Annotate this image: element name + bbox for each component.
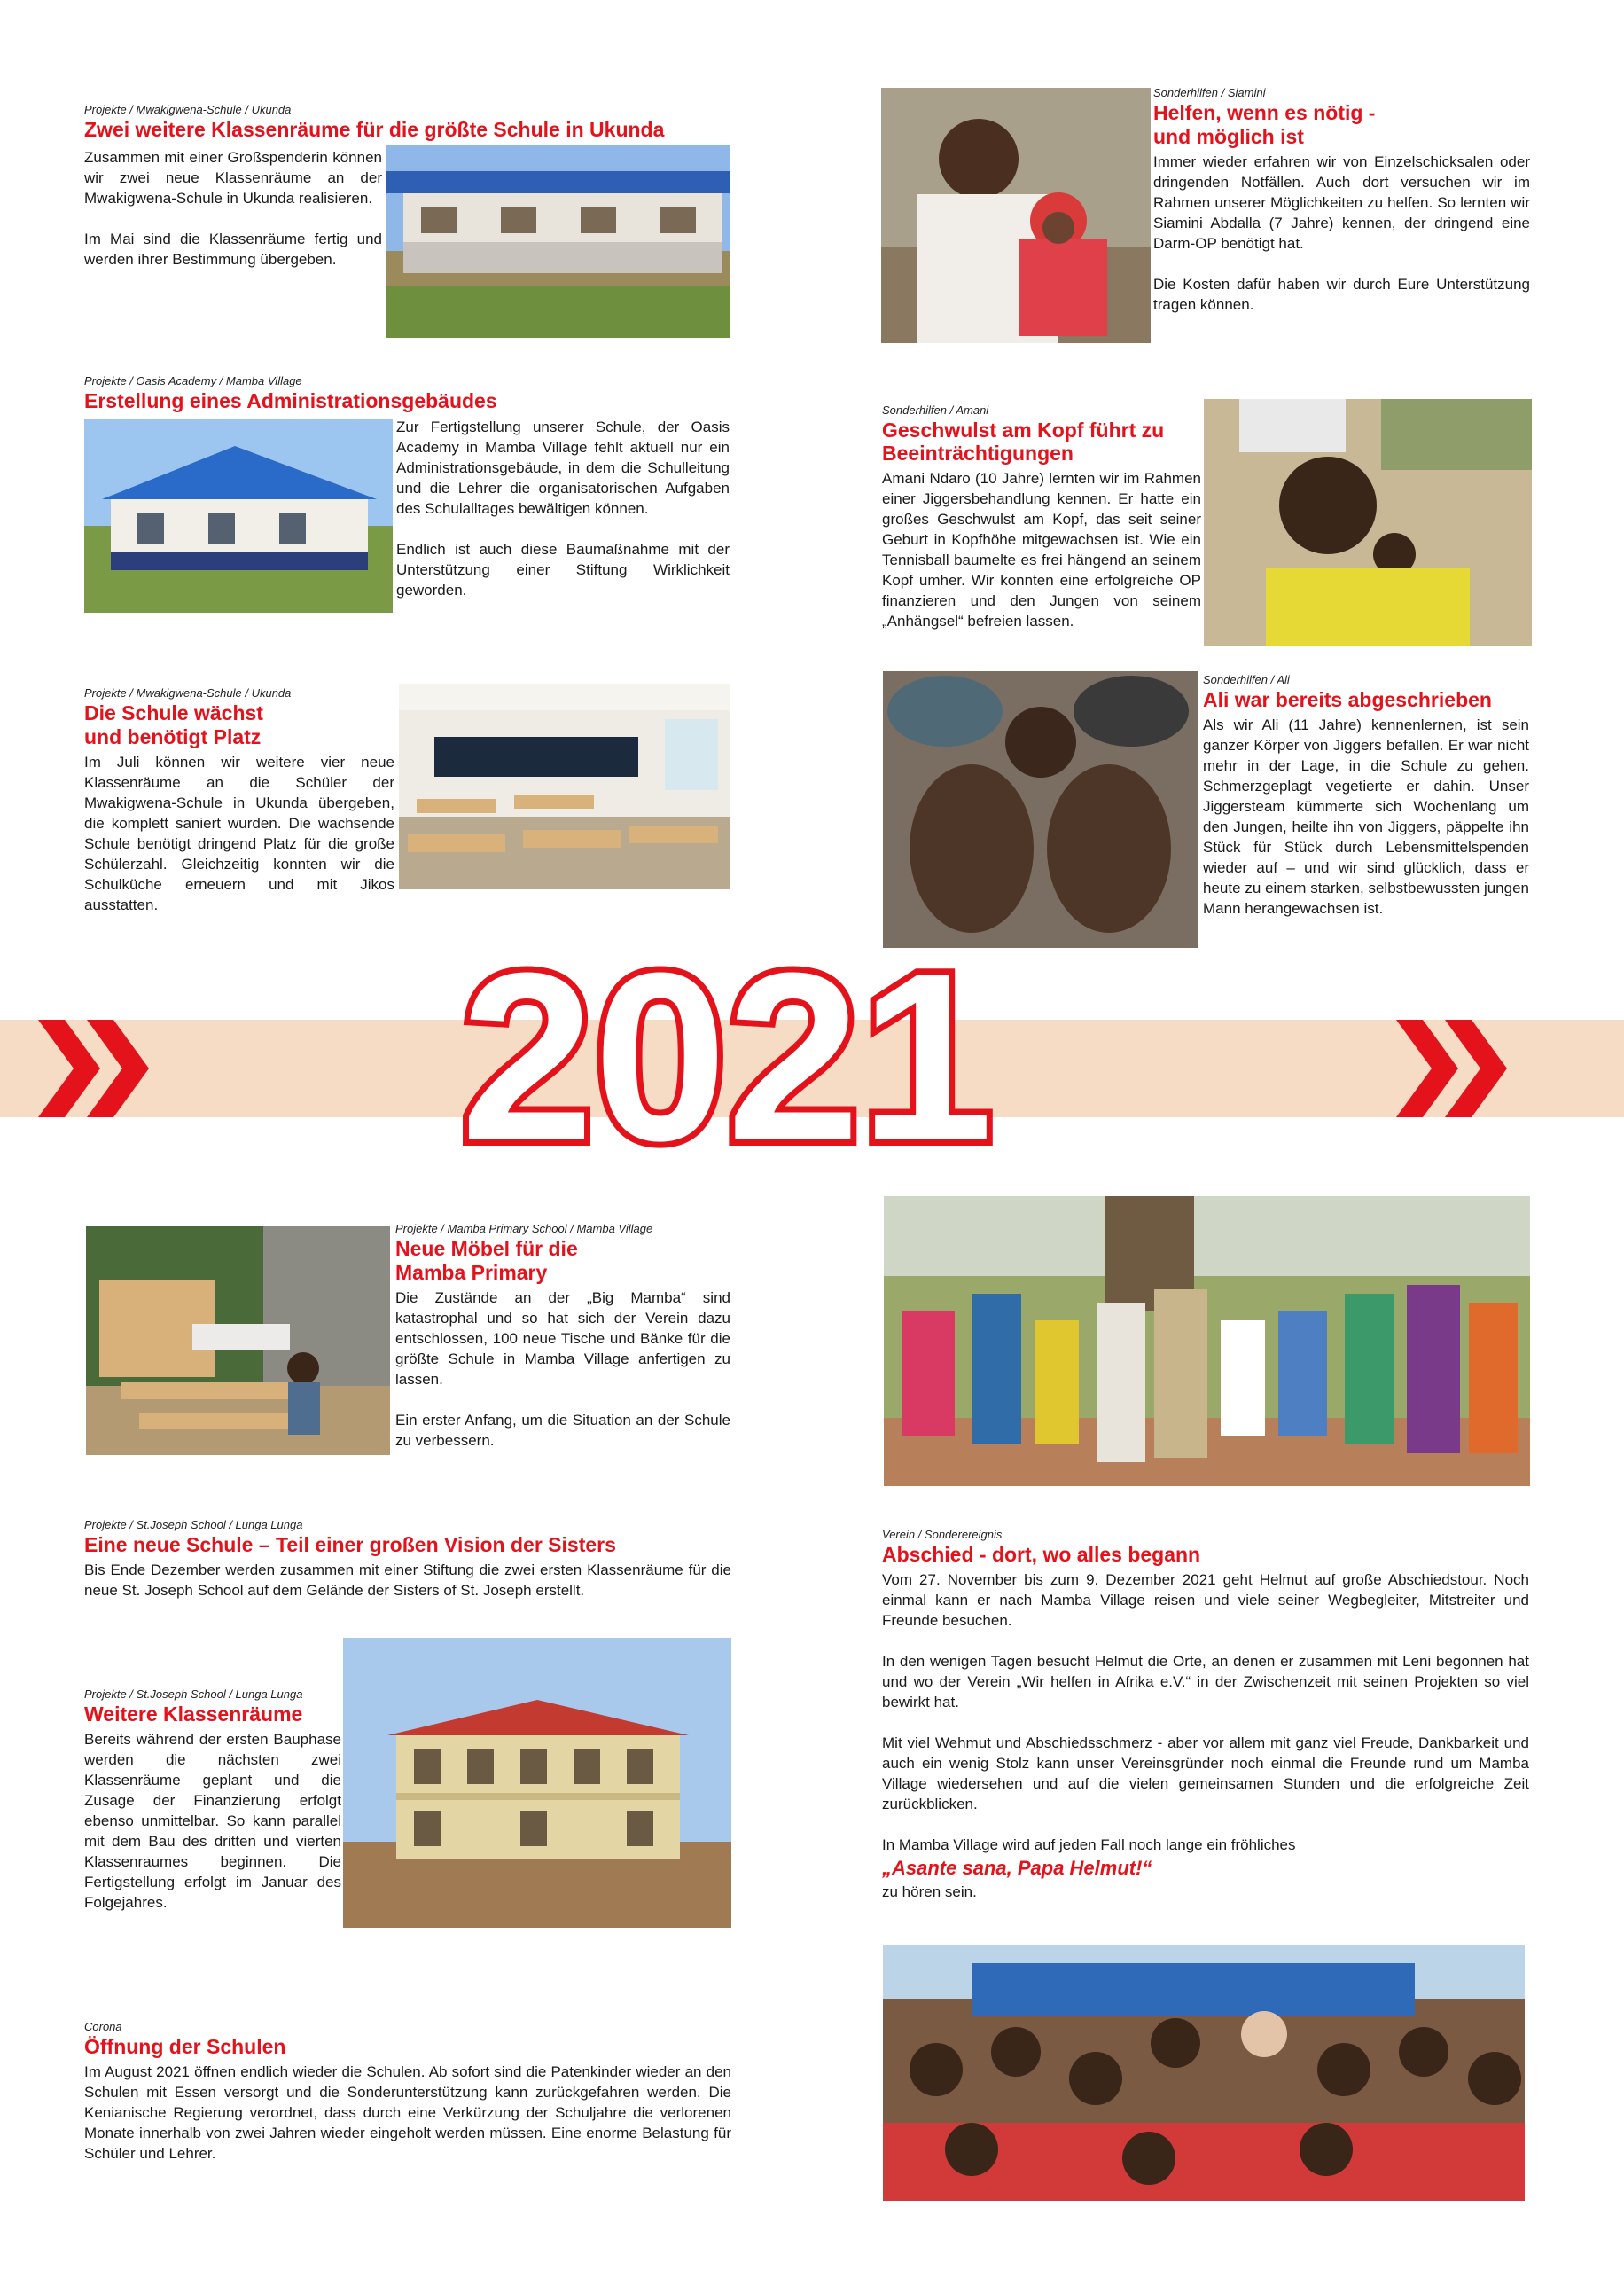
photo-group-mamba-village <box>884 1196 1530 1486</box>
article-amani <box>882 403 1201 631</box>
article-title: Ali war bereits abgeschrieben <box>1203 688 1492 711</box>
paragraph: Vom 27. November bis zum 9. Dezember 2021 geht Helmut auf große Abschiedstour. Noch einmal kann er nach Mamba Village reisen und viele seiner Wegbegleiter, Mitstreiter und Freunde besuchen. <box>882 1571 1529 1629</box>
photo-furniture-workshop <box>86 1226 390 1455</box>
article-title-line2: Mamba Primary <box>395 1261 548 1284</box>
article-kicker: Sonderhilfen / Siamini <box>1153 86 1266 99</box>
year-text: 2021 <box>460 927 994 1175</box>
article-title-line1: Die Schule wächst <box>84 701 263 724</box>
article-kicker: Sonderhilfen / Amani <box>882 403 989 417</box>
paragraph: In Mamba Village wird auf jeden Fall noch lange ein fröhliches <box>882 1836 1296 1853</box>
article-kicker: Projekte / Mwakigwena-Schule / Ukunda <box>84 103 292 116</box>
article-school-grows <box>84 686 394 915</box>
article-title: Abschied - dort, wo alles begann <box>882 1543 1201 1566</box>
article-body: Im Juli können wir weitere vier neue Klassenräume an die Schüler der Mwakigwena-Schule in Ukunda übergeben, die komplett saniert wurden. Die wachsende Schule benötigt dringend Platz für die große Schülerzahl. Gleichzeitig konnten wir die Schulküche erneuern und mit Jikos ausstatten. <box>84 754 394 913</box>
article-kicker: Projekte / St.Joseph School / Lunga Lunga <box>84 1518 303 1531</box>
paragraph: zu hören sein. <box>882 1883 977 1900</box>
paragraph: Ein erster Anfang, um die Situation an der Schule zu verbessern. <box>395 1412 730 1449</box>
article-kicker: Projekte / Oasis Academy / Mamba Village <box>84 374 302 387</box>
article-title: Zwei weitere Klassenräume für die größte Schule in Ukunda <box>84 118 665 141</box>
article-help-siamini <box>1153 86 1530 315</box>
article-body: Amani Ndaro (10 Jahre) lernten wir im Rahmen einer Jiggersbehandlung kennen. Er hatte ein großes Geschwulst am Kopf, das seit seiner Geburt in Kopfhöhe mitgewachsen ist. Wie ein Tennisball baumelte es frei hängend an seinem Kopf umher. Wir konnten eine erfolgreiche OP finanzieren und den Jungen von seinem „Anhängsel“ befreien lassen. <box>882 470 1201 630</box>
photo-children-crowd <box>883 1945 1525 2201</box>
article-title-line1: Geschwulst am Kopf führt zu <box>882 419 1165 442</box>
photo-classroom-building-ukunda <box>386 145 730 338</box>
article-title-line1: Helfen, wenn es nötig - <box>1153 101 1376 124</box>
article-farewell <box>882 1528 1529 1902</box>
double-chevron-right-icon <box>34 1011 153 1126</box>
article-kicker: Projekte / Mamba Primary School / Mamba Village <box>395 1222 653 1235</box>
photo-man-with-child-siamini <box>881 88 1151 343</box>
double-chevron-right-icon <box>1392 1011 1511 1126</box>
article-admin-building <box>84 374 731 416</box>
article-kicker: Sonderhilfen / Ali <box>1203 673 1290 686</box>
article-body: Bereits während der ersten Bauphase werden die nächsten zwei Klassenräume geplant und die Zusage der Finanzierung erfolgt ebenso unmittelbar. So kann parallel mit dem Bau des dritten und vierten Klassenraumes beginnen. Die Fertigstellung erfolgt im Januar des Folgejahres. <box>84 1731 341 1911</box>
article-title-line2: und benötigt Platz <box>84 725 262 748</box>
article-body <box>1153 152 1530 315</box>
article-title-line2: und möglich ist <box>1153 125 1304 148</box>
article-body: Im August 2021 öffnen endlich wieder die Schulen. Ab sofort sind die Patenkinder wieder an den Schulen mit Essen versorgt und die Sonderunterstützung kann zurückgefahren werden. Die Kenianische Regierung verordnet, dass durch eine Verkürzung der Schuljahre die verlorenen Monate innerhalb von zwei Jahren wieder eingeholt werden müssen. Eine enorme Belastung für Schüler und Lehrer. <box>84 2063 731 2162</box>
article-title: Eine neue Schule – Teil einer großen Vision der Sisters <box>84 1533 616 1556</box>
paragraph: In den wenigen Tagen besucht Helmut die Orte, an denen er zusammen mit Leni begonnen hat und wo der Verein „Wir helfen in Afrika e.V.“ in der Zwischenzeit mit seinen Projekten so viel bewirkt hat. <box>882 1653 1529 1710</box>
paragraph: Zur Fertigstellung unserer Schule, der Oasis Academy in Mamba Village fehlt aktuell nur ein Administrationsgebäude, in dem die Schulleitung und die Lehrer die organisatorischen Aufgaben des Schulalltages bewältigen können. <box>396 419 730 517</box>
article-schools-reopen <box>84 2020 731 2164</box>
article-title: Erstellung eines Administrationsgebäudes <box>84 389 497 412</box>
article-kicker: Verein / Sonderereignis <box>882 1528 1003 1541</box>
article-ali <box>1203 673 1529 919</box>
article-body <box>882 1569 1529 1855</box>
paragraph: Immer wieder erfahren wir von Einzelschicksalen oder dringenden Notfällen. Auch dort versuchen wir im Rahmen unserer Möglichkeiten zu helfen. So lernten wir Siamini Abdalla (7 Jahre) kennen, der dringend eine Darm-OP benötigt hat. <box>1153 153 1530 252</box>
article-body <box>84 147 382 270</box>
article-title-line2: Beeinträchtigungen <box>882 442 1074 465</box>
article-body: Bis Ende Dezember werden zusammen mit einer Stiftung die zwei ersten Klassenräume für die neue St. Joseph School auf dem Gelände der Sisters of St. Joseph erstellt. <box>84 1562 731 1599</box>
year-heading <box>408 927 1046 1175</box>
article-title-line1: Neue Möbel für die <box>395 1237 578 1260</box>
photo-st-joseph-building <box>343 1638 731 1928</box>
article-body <box>395 1288 730 1451</box>
article-new-school-sisters <box>84 1518 731 1601</box>
article-body: Als wir Ali (11 Jahre) kennenlernen, ist sein ganzer Körper von Jiggers befallen. Er war nicht mehr in der Lage, in die Schule zu gehen. Schmerzgeplagt vegetierte er dahin. Unser Jiggersteam kümmerte sich Wochenlang um den Jungen, heilte ihn von Jiggers, päppelte ihn Stück für Stück durch Lebensmittelspenden wieder auf – und wir sind glücklich, dass er heute zu einem starken, selbstbewussten jungen Mann herangewachsen ist. <box>1203 716 1529 917</box>
article-title: Weitere Klassenräume <box>84 1702 303 1726</box>
paragraph: Mit viel Wehmut und Abschiedsschmerz - aber vor allem mit ganz viel Freude, Dankbarkeit und auch ein wenig Stolz kann unser Vereinsgründer noch einmal die Freunde rund um Mamba Village wiedersehen und auf die vielen gemeinsamen Stunden und die erfolgreiche Zeit zurückblicken. <box>882 1734 1529 1812</box>
article-kicker: Projekte / St.Joseph School / Lunga Lunga <box>84 1687 303 1701</box>
photo-classroom-interior <box>399 684 730 889</box>
photo-admin-building <box>84 419 393 613</box>
article-title: Öffnung der Schulen <box>84 2035 286 2058</box>
paragraph: Die Kosten dafür haben wir durch Eure Unterstützung tragen können. <box>1153 276 1530 313</box>
article-kicker: Projekte / Mwakigwena-Schule / Ukunda <box>84 686 292 700</box>
article-body <box>396 417 730 600</box>
article-mamba-furniture <box>395 1222 730 1451</box>
paragraph: Die Zustände an der „Big Mamba“ sind katastrophal und so hat sich der Verein dazu entschlossen, 100 neue Tische und Bänke für die größte Schule in Mamba Village anfertigen zu lassen. <box>395 1289 730 1388</box>
photo-ali-hands <box>883 671 1198 948</box>
farewell-quote: „Asante sana, Papa Helmut!“ <box>882 1857 1152 1879</box>
paragraph: Endlich ist auch diese Baumaßnahme mit der Unterstützung einer Stiftung Wirklichkeit geworden. <box>396 541 730 599</box>
photo-amani <box>1204 399 1532 646</box>
paragraph: Zusammen mit einer Großspenderin können wir zwei neue Klassenräume an der Mwakigwena-Schule in Ukunda realisieren. <box>84 149 382 207</box>
article-more-classrooms <box>84 1687 341 1913</box>
article-classrooms-ukunda <box>84 103 731 145</box>
article-kicker: Corona <box>84 2020 122 2033</box>
paragraph: Im Mai sind die Klassenräume fertig und werden ihrer Bestimmung übergeben. <box>84 231 382 268</box>
